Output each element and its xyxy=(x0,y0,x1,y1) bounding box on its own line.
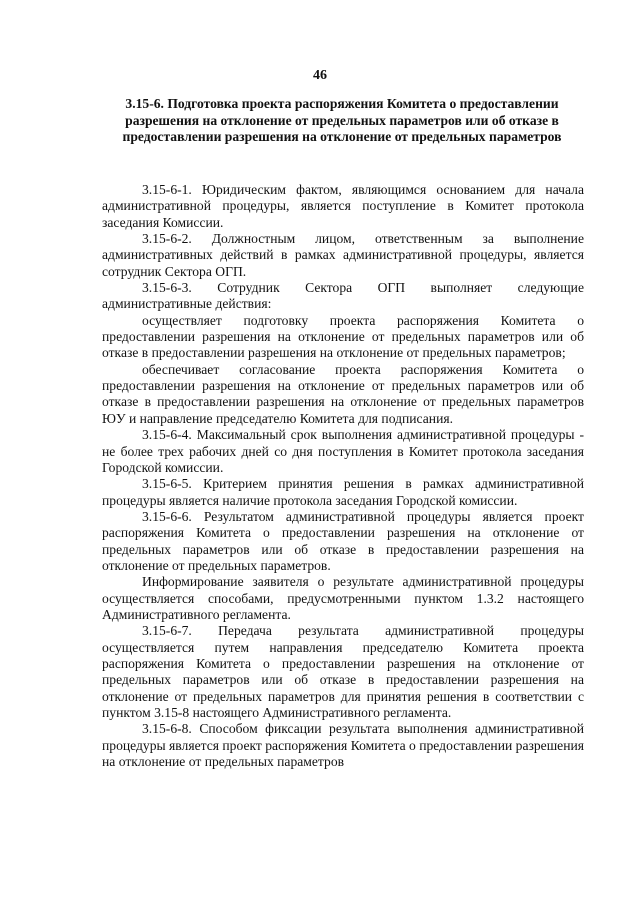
paragraph-3-15-6-5: 3.15-6-5. Критерием принятия решения в рамках административной процедуры является наличие протокола заседания Городской комиссии. xyxy=(102,476,584,508)
paragraph-3-15-6-7: 3.15-6-7. Передача результата административной процедуры осуществляется путем направления председателю Комитета проекта распоряжения Комитета о предоставлении разрешения на отклонение от предельных параметров или об отказе в предоставлении разрешения на отклонение от предельных параметров для принятия решения в соответствии с пунктом 3.15-8 настоящего Административного регламента. xyxy=(102,623,584,720)
document-body xyxy=(102,182,584,770)
page-number: 46 xyxy=(313,68,327,83)
paragraph-action-approve: обеспечивает согласование проекта распоряжения Комитета о предоставлении разрешения на отклонение от предельных параметров или об отказе в предоставлении разрешения на отклонение от предельных параметров ЮУ и направление председателю Комитета для подписания. xyxy=(102,361,584,426)
paragraph-action-prepare: осуществляет подготовку проекта распоряжения Комитета о предоставлении разрешения на отклонение от предельных параметров или об отказе в предоставлении разрешения на отклонение от предельных параметров; xyxy=(102,312,584,361)
paragraph-3-15-6-3: 3.15-6-3. Сотрудник Сектора ОГП выполняет следующие административные действия: xyxy=(102,280,584,312)
paragraph-3-15-6-2: 3.15-6-2. Должностным лицом, ответственным за выполнение административных действий в рамках административной процедуры, является сотрудник Сектора ОГП. xyxy=(102,231,584,279)
paragraph-informing: Информирование заявителя о результате административной процедуры осуществляется способами, предусмотренными пунктом 1.3.2 настоящего Административного регламента. xyxy=(102,574,584,622)
paragraph-3-15-6-4: 3.15-6-4. Максимальный срок выполнения административной процедуры - не более трех рабочих дней со дня поступления в Комитет протокола заседания Городской комиссии. xyxy=(102,427,584,475)
paragraph-3-15-6-8: 3.15-6-8. Способом фиксации результата выполнения административной процедуры является проект распоряжения Комитета о предоставлении разрешения на отклонение от предельных параметров xyxy=(102,721,584,770)
section-heading: 3.15-6. Подготовка проекта распоряжения Комитета о предоставлении разрешения на отклонение от предельных параметров или об отказе в предоставлении разрешения на отклонение от предельных параметров xyxy=(122,96,562,144)
paragraph-3-15-6-1: 3.15-6-1. Юридическим фактом, являющимся основанием для начала административной процедуры, является поступление в Комитет протокола заседания Комиссии. xyxy=(102,182,584,230)
paragraph-3-15-6-6: 3.15-6-6. Результатом административной процедуры является проект распоряжения Комитета о предоставлении разрешения на отклонение от предельных параметров или об отказе в предоставлении разрешения на отклонение от предельных параметров. xyxy=(102,508,584,573)
